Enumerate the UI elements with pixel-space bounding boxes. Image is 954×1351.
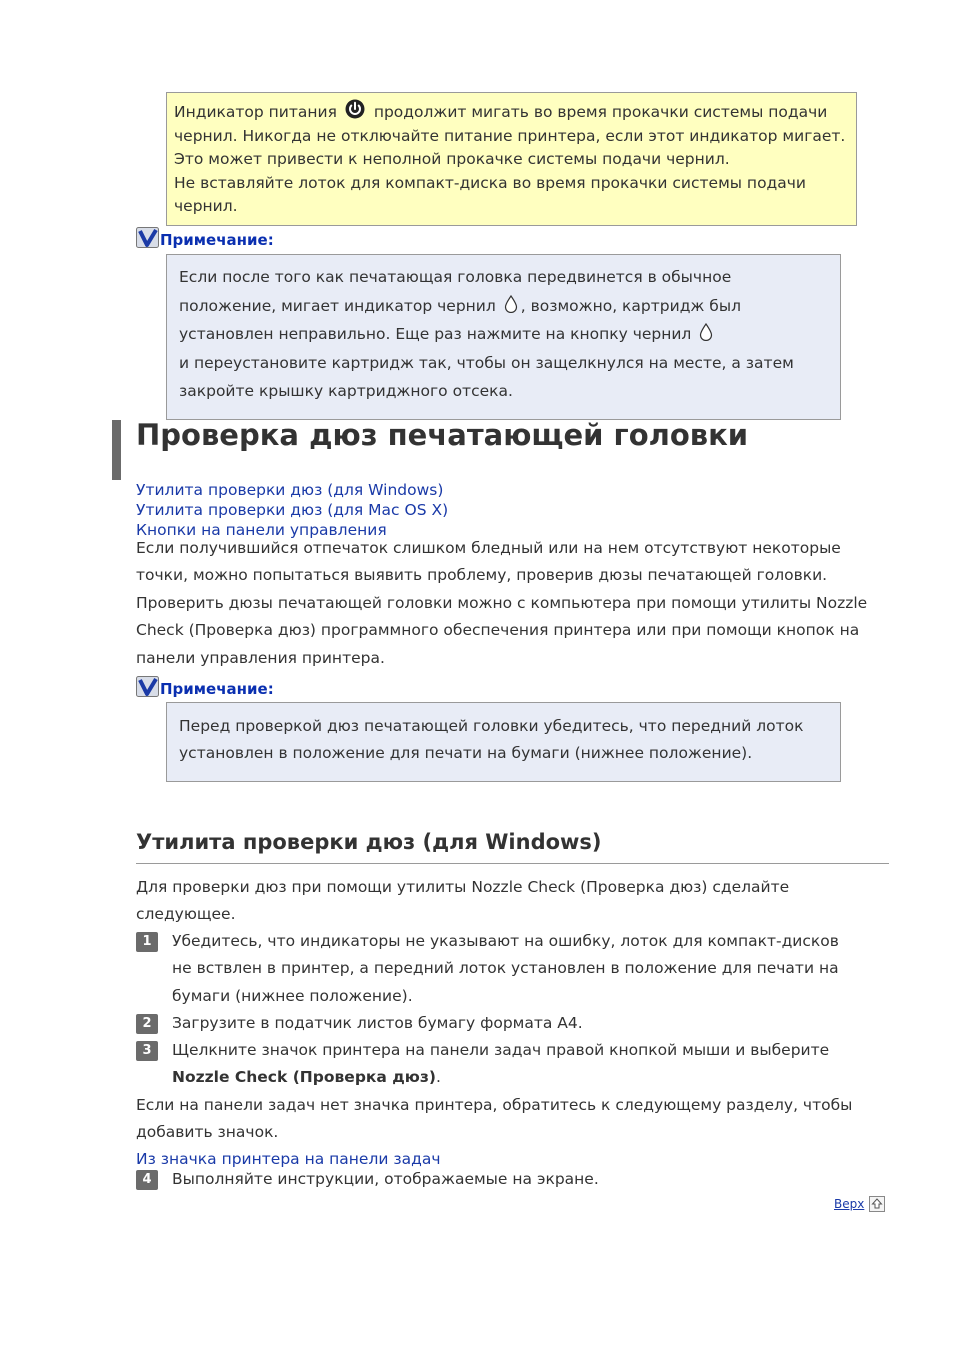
ink-drop-icon <box>504 295 518 313</box>
step-number: 3 <box>136 1041 158 1061</box>
step-text <box>172 1037 856 1092</box>
note-label: Примечание: <box>160 231 274 249</box>
toc-link-control-panel[interactable]: Кнопки на панели управления <box>136 521 387 539</box>
step-4 <box>136 1166 856 1193</box>
ink-drop-icon <box>699 323 713 341</box>
arrow-up-icon[interactable] <box>869 1196 885 1212</box>
step-number: 2 <box>136 1014 158 1034</box>
note1-text-3: и переустановите картридж так, чтобы он защелкнулся на месте, а затем закройте крышку картриджного отсека. <box>179 353 794 400</box>
checkmark-icon <box>136 676 160 698</box>
step-text: Убедитесь, что индикаторы не указывают на ошибку, лоток для компакт-дисков не вствлен в принтер, а передний лоток установлен в положение для печати на бумаги (нижнее положение). <box>172 932 839 1005</box>
caution-text-cd-tray: Не вставляйте лоток для компакт-диска во время прокачки системы подачи чернил. <box>174 173 806 216</box>
toc-link-mac[interactable]: Утилита проверки дюз (для Mac OS X) <box>136 501 449 519</box>
toc-links <box>136 480 448 540</box>
menu-item-nozzle-check: Nozzle Check (Проверка дюз) <box>172 1068 436 1087</box>
note-heading-2 <box>136 676 274 698</box>
step-1 <box>136 928 856 1010</box>
intro-paragraph: Если получившийся отпечаток слишком бледный или на нем отсутствуют некоторые точки, можно попытаться выявить проблему, проверив дюзы печатающей головки. Проверить дюзы печатающей головки можно с компьютера при помощи утилиты Nozzle Check (Проверка дюз) программного обеспечения принтера или при помощи кнопок на панели управления принтера. <box>136 539 868 667</box>
step-number: 1 <box>136 932 158 952</box>
taskbar-note: Если на панели задач нет значка принтера, обратитесь к следующему разделу, чтобы добавить значок. <box>136 1096 853 1142</box>
step-3-end: . <box>435 1068 441 1087</box>
step-3-text: Щелкните значок принтера на панели задач правой кнопкой мыши и выберите <box>172 1041 830 1059</box>
step-3 <box>136 1037 856 1092</box>
windows-intro: Для проверки дюз при помощи утилиты Nozzle Check (Проверка дюз) сделайте следующее. <box>136 878 790 924</box>
note1-text-2: , возможно, картридж был установлен неправильно. Еще раз нажмите на кнопку чернил <box>179 296 742 343</box>
section-heading-windows: Утилита проверки дюз (для Windows) <box>136 830 602 854</box>
note1-text-1: Если после того как печатающая головка передвинется в обычное положение, мигает индикатор чернил <box>179 268 732 315</box>
caution-text-start: Индикатор питания <box>174 103 337 121</box>
taskbar-icon-link[interactable]: Из значка принтера на панели задач <box>136 1150 441 1168</box>
note-label: Примечание: <box>160 680 274 698</box>
step-text: Загрузите в податчик листов бумагу формата A4. <box>172 1014 583 1032</box>
step-2 <box>136 1010 856 1037</box>
power-icon <box>345 99 365 119</box>
note2-text: Перед проверкой дюз печатающей головки убедитесь, что передний лоток установлен в положение для печати на бумаги (нижнее положение). <box>179 717 804 763</box>
page-title: Проверка дюз печатающей головки <box>136 418 749 452</box>
heading-bar <box>112 420 121 480</box>
section-divider <box>136 863 889 864</box>
caution-box <box>166 92 857 226</box>
step-number: 4 <box>136 1170 158 1190</box>
note-heading-1 <box>136 227 274 249</box>
toc-link-windows[interactable]: Утилита проверки дюз (для Windows) <box>136 481 444 499</box>
note-box-1 <box>166 254 841 420</box>
caution-text-end: продолжит мигать во время прокачки системы подачи чернил. Никогда не отключайте питание принтера, если этот индикатор мигает. Это может привести к неполной прокачке системы подачи чернил. <box>174 103 846 169</box>
checkmark-icon <box>136 227 160 249</box>
step-text: Выполняйте инструкции, отображаемые на экране. <box>172 1170 599 1188</box>
back-to-top-link[interactable]: Верх <box>834 1197 865 1211</box>
note-box-2 <box>166 702 841 782</box>
